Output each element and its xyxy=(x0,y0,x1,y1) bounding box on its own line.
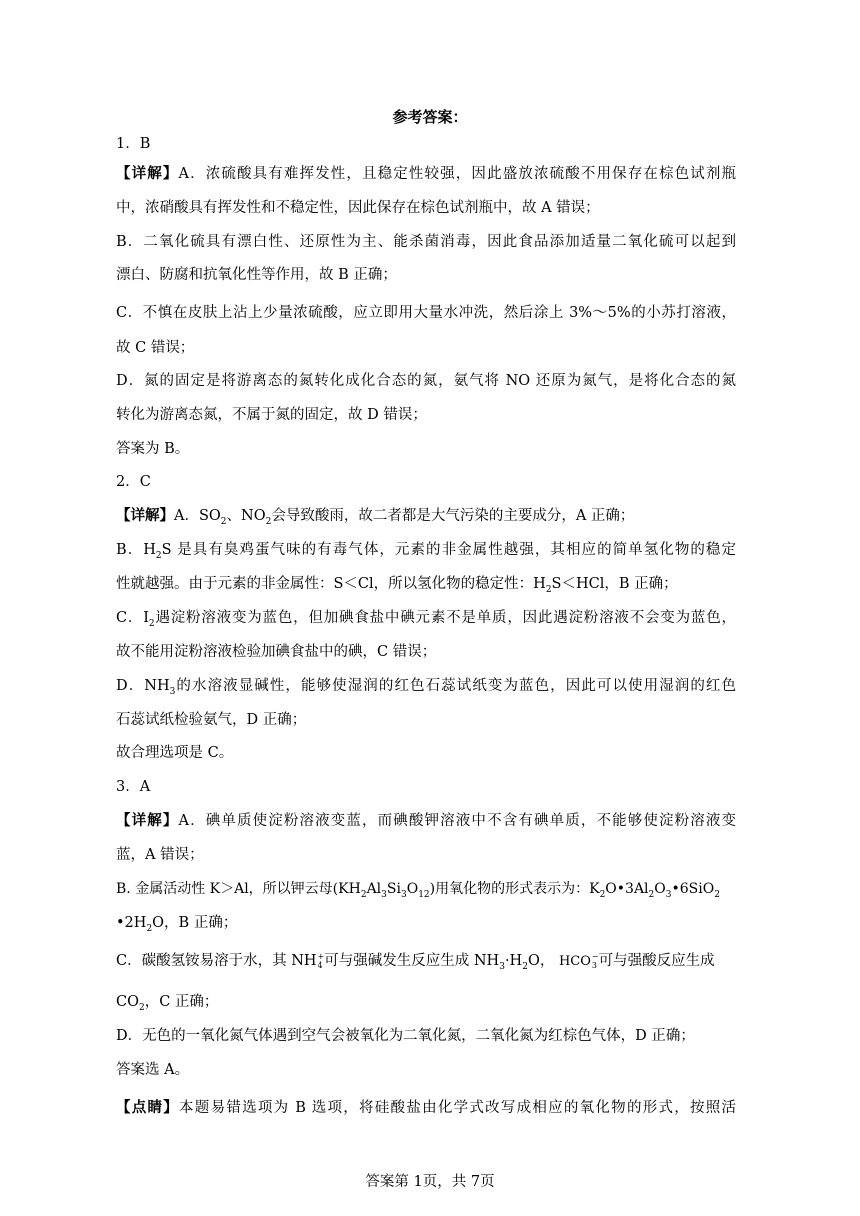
q1-line-7: D．氮的固定是将游离态的氮转化成化合态的氮，氨气将 NO 还原为氮气，是将化合态的氮 xyxy=(116,373,736,389)
q2-line-7: 石蕊试纸检验氨气，D 正确； xyxy=(116,712,307,728)
q3-line-3: B. 金属活动性 K＞Al，所以钾云母$(KH_2Al_3Si_3O_{12})$用氧化物的形式表示为：$K_2O•3Al_2O_3•6SiO_2$ xyxy=(116,881,720,900)
q1-answer: 答案为 B。 xyxy=(116,441,190,457)
q3-answer: 答案选 A。 xyxy=(116,1062,190,1078)
q3-line-2: 蓝，A 错误； xyxy=(116,847,204,863)
q1-line-2: 中，浓硝酸具有挥发性和不稳定性，因此保存在棕色试剂瓶中，故 A 错误； xyxy=(116,200,600,216)
q2-number: 2．C xyxy=(116,474,151,490)
q1-number: 1．B xyxy=(116,136,151,152)
q2-line-1: 【详解】A．$SO_2$、$NO_2$会导致酸雨，故二者都是大气污染的主要成分，A 正确； xyxy=(116,507,635,527)
q3-line-6: $CO_2$，C 正确； xyxy=(116,994,219,1013)
q3-line-4: $•2H_2O$，B 正确； xyxy=(116,915,238,934)
q2-line-5: 故不能用淀粉溶液检验加碘食盐中的碘，C 错误； xyxy=(116,644,437,660)
detail-tag: 【详解】 xyxy=(116,165,179,182)
q2-line-3: 性就越强。由于元素的非金属性：S＜Cl，所以氢化物的稳定性：$H_2S<HCl$，B 正确； xyxy=(116,576,678,595)
q2-line-6: D．$NH_3$的水溶液显碱性，能够使湿润的红色石蕊试纸变为蓝色，因此可以使用湿润的红色 xyxy=(116,678,736,697)
page-title: 参考答案： xyxy=(392,108,468,126)
q3-line-5: C．碳酸氢铵易溶于水，其 NH + 4 可与强碱发生反应生成 $NH_3\cdot H_2O$， HCO − 3 可与强酸反应生成 xyxy=(116,952,715,972)
page-footer: 答案第 1页，共 7页 xyxy=(365,1174,495,1190)
q1-line-5: C．不慎在皮肤上沾上少量浓硫酸，应立即用大量水冲洗，然后涂上 3%～5%的小苏打溶液， xyxy=(116,305,736,321)
q1-line-4: 漂白、防腐和抗氧化性等作用，故 B 正确； xyxy=(116,267,397,283)
q3-tip: 【点睛】本题易错选项为 B 选项，将硅酸盐由化学式改写成相应的氧化物的形式，按照活 xyxy=(116,1099,737,1116)
q2-line-2: B．$H_2S$ 是具有臭鸡蛋气味的有毒气体，元素的非金属性越强，其相应的简单氢化物的稳定 xyxy=(116,542,736,561)
q3-line-7: D．无色的一氧化氮气体遇到空气会被氧化为二氧化氮，二氧化氮为红棕色气体，D 正确； xyxy=(116,1028,695,1044)
q1-line-8: 转化为游离态氮，不属于氮的固定，故 D 错误； xyxy=(116,407,427,423)
q1-line-3: B．二氧化硫具有漂白性、还原性为主、能杀菌消毒，因此食品添加适量二氧化硫可以起到 xyxy=(116,234,736,250)
q2-answer: 故合理选项是 C。 xyxy=(116,745,234,761)
q3-line-1: 【详解】A．碘单质使淀粉溶液变蓝，而碘酸钾溶液中不含有碘单质，不能够使淀粉溶液变 xyxy=(116,812,736,829)
q2-line-4: C．$I_2$遇淀粉溶液变为蓝色，但加碘食盐中碘元素不是单质，因此遇淀粉溶液不会变为蓝色， xyxy=(116,610,736,629)
q1-line-6: 故 C 错误； xyxy=(116,340,195,356)
q3-number: 3．A xyxy=(116,779,151,795)
q1-line-1: 【详解】A．浓硫酸具有难挥发性，且稳定性较强，因此盛放浓硫酸不用保存在棕色试剂瓶 xyxy=(116,165,736,182)
